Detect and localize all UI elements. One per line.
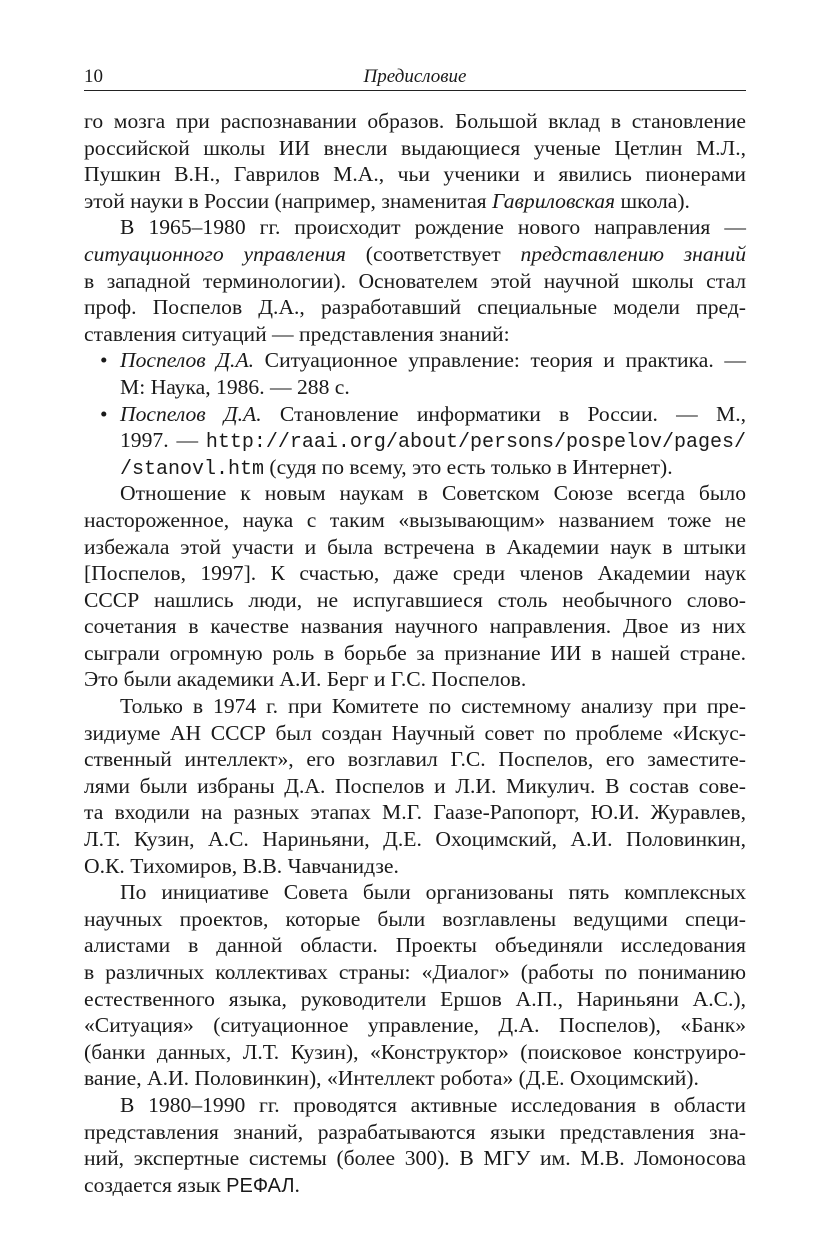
text-line: настороженное, наука с таким «вызывающим» названием тоже не (84, 507, 746, 532)
text-line: [Поспелов, 1997]. К счастью, даже среди членов Академии наук (84, 561, 746, 586)
italic-term: ситуационного управления (84, 241, 346, 266)
text-line: ственный интеллект», его возглавил Г.С. Поспелов, его заместите- (84, 747, 746, 772)
text-line: М: Наука, 1986. — 288 с. (120, 374, 350, 399)
text-line: го мозга при распознавании образов. Большой вклад в становление (84, 109, 746, 133)
text-line: та входили на разных этапах М.Г. Гаазе-Рапопорт, Ю.И. Журавлев, (84, 800, 746, 825)
reference-url[interactable]: http://raai.org/about/persons/pospelov/pages/ (205, 431, 746, 455)
text-line: российской школы ИИ внесли выдающиеся ученые Цетлин М.Л., (84, 135, 746, 160)
text-line: О.К. Тихомиров, В.В. Чавчанидзе. (84, 853, 399, 878)
reference-author: Поспелов Д.А. (120, 348, 255, 373)
text-line: ставления ситуаций — представления знаний: (84, 321, 510, 346)
text-line: В 1965–1980 гг. происходит рождение нового направления — (120, 215, 746, 240)
italic-term: представлению знаний (520, 241, 746, 266)
text-line: (банки данных, Л.Т. Кузин), «Конструктор» (поисковое конструиро- (84, 1039, 746, 1064)
paragraph-1 (84, 108, 746, 214)
text-line: Пушкин В.Н., Гаврилов М.А., чьи ученики и явились пионерами (84, 162, 746, 187)
text-line: По инициативе Совета были организованы пять комплексных (120, 880, 746, 905)
text-line: сыграли огромную роль в борьбе за признание ИИ в нашей стране. (84, 640, 746, 665)
page-body (84, 108, 746, 1198)
running-title: Предисловие (363, 66, 467, 87)
text-line: /stanovl.htm (судя по всему, это есть только в Интернет). (120, 454, 673, 481)
paragraph-4 (84, 693, 746, 879)
text-line: Это были академики А.И. Берг и Г.С. Поспелов. (84, 667, 527, 692)
text-line: Только в 1974 г. при Комитете по системному анализу при пре- (120, 694, 746, 719)
text-line: избежала этой участи и была встречена в Академии наук в штыки (84, 534, 746, 559)
text-line: ситуационного управления (соответствует представлению знаний (84, 241, 746, 266)
text-line: Отношение к новым наукам в Советском Союзе всегда было (120, 481, 746, 506)
paragraph-3 (84, 480, 746, 693)
page-number: 10 (84, 66, 103, 87)
text-line: зидиуме АН СССР был создан Научный совет по проблеме «Искус- (84, 720, 746, 745)
bullet-icon: • (100, 401, 108, 426)
reference-list (84, 347, 746, 480)
paragraph-6 (84, 1092, 746, 1198)
text-line: проф. Поспелов Д.А., разработавший специальные модели пред- (84, 295, 746, 320)
reference-url[interactable]: /stanovl.htm (120, 457, 265, 481)
reference-item (84, 401, 746, 481)
text-line: создается язык РЕФАЛ. (84, 1172, 300, 1197)
text-line: «Ситуация» (ситуационное управление, Д.А. Поспелов), «Банк» (84, 1013, 746, 1038)
bullet-icon: • (100, 348, 108, 373)
text-line: лями были избраны Д.А. Поспелов и Л.И. Микулич. В состав сове- (84, 773, 746, 798)
text-line: этой науки в России (например, знаменитая Гавриловская школа). (84, 188, 690, 213)
text-line: ний, экспертные системы (более 300). В МГУ им. М.В. Ломоносова (84, 1146, 746, 1171)
paragraph-5 (84, 879, 746, 1092)
reference-author: Поспелов Д.А. (120, 401, 262, 426)
text-line: алистами в данной области. Проекты объединяли исследования (84, 933, 746, 958)
paragraph-2 (84, 214, 746, 347)
reference-item (84, 347, 746, 400)
text-line: в западной терминологии). Основателем этой научной школы стал (84, 268, 746, 293)
text-line: В 1980–1990 гг. проводятся активные исследования в области (120, 1092, 746, 1117)
text-line: вание, А.И. Половинкин), «Интеллект робота» (Д.Е. Охоцимский). (84, 1066, 699, 1091)
text-line: научных проектов, которые были возглавлены ведущими специ- (84, 906, 746, 931)
italic-term: Гавриловская (491, 188, 616, 213)
text-line: в различных коллективах страны: «Диалог» (работы по пониманию (84, 960, 746, 984)
text-line: • Поспелов Д.А. Ситуационное управление: теория и практика. — (100, 348, 746, 373)
text-line: сочетания в качестве названия научного направления. Двое из них (84, 614, 746, 639)
text-line: Л.Т. Кузин, А.С. Нариньяни, Д.Е. Охоцимский, А.И. Половинкин, (84, 827, 746, 852)
text-line: представления знаний, разрабатываются языки представления зна- (84, 1119, 746, 1144)
text-line: СССР нашлись люди, не испугавшиеся столь необычного слово- (84, 587, 746, 612)
language-name: РЕФАЛ (226, 1174, 295, 1197)
text-line: естественного языка, руководители Ершов А.П., Нариньяни А.С.), (84, 986, 746, 1011)
text-line: 1997. — http://raai.org/about/persons/pospelov/pages/ (120, 428, 746, 455)
running-header (84, 64, 746, 91)
text-line: • Поспелов Д.А. Становление информатики в России. — М., (100, 401, 747, 426)
